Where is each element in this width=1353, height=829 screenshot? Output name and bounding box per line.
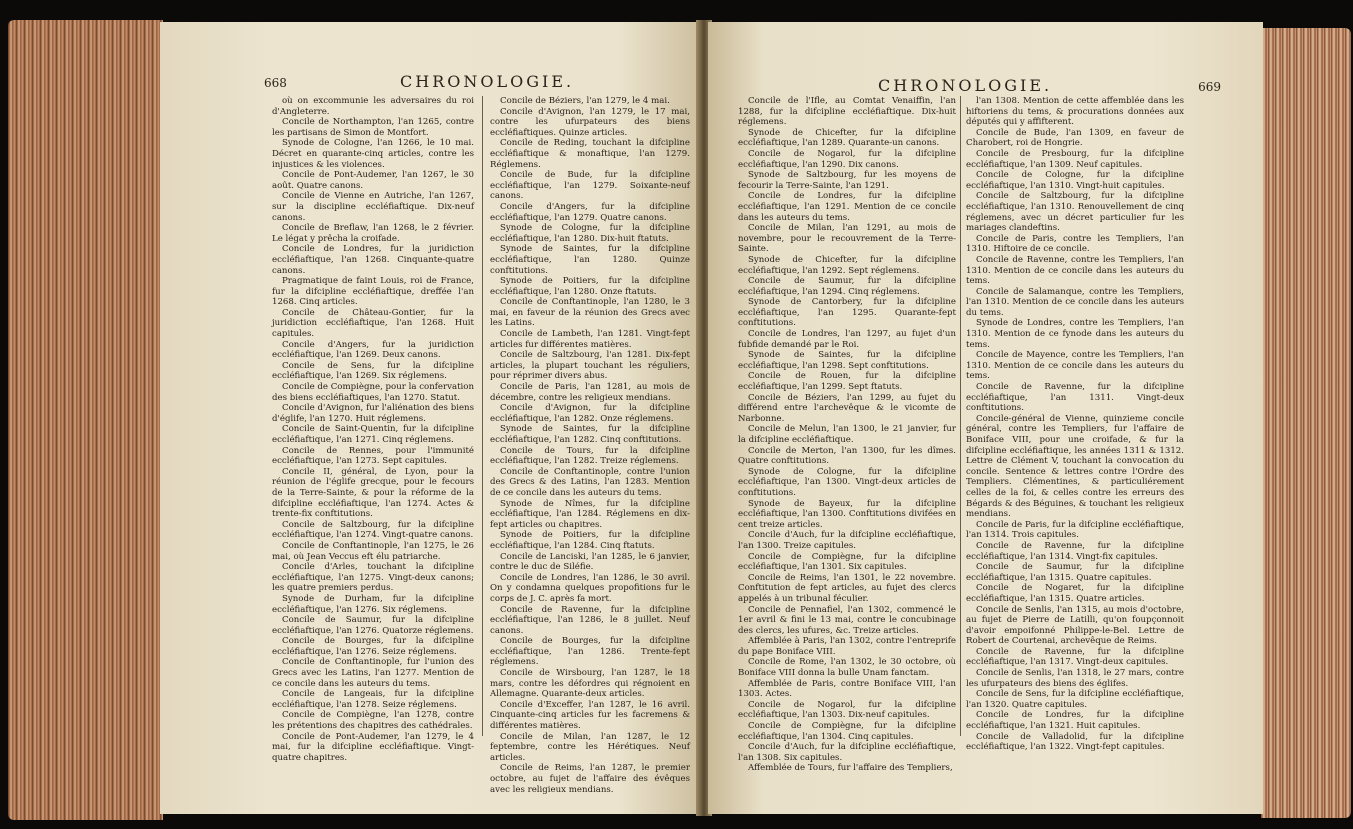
entry: Concile de Ravenne, fur la difcipline eccléfiaftique, l'an 1314. Vingt-fix capitules. bbox=[966, 540, 1184, 562]
entry: Concile de Conftantinople, contre l'union des Grecs & des Latins, l'an 1283. Mention de ce concile dans les auteurs du tems. bbox=[490, 466, 690, 498]
entry: Concile de Nogaret, fur la difcipline eccléfiaftique, l'an 1315. Quatre articles. bbox=[966, 583, 1184, 604]
entry: Concile de l'Ifle, au Comtat Venaiffin, l'an 1288, fur la difcipline eccléfiaftique. Dix-huit réglemens. bbox=[738, 96, 956, 128]
entry: Concile de Bude, l'an 1309, en faveur de Charobert, roi de Hongrie. bbox=[966, 127, 1184, 149]
entry: Concile de Reims, l'an 1301, le 22 novembre. Conftitution de fept articles, au fujet des clercs appelés à un tribunal féculier. bbox=[738, 572, 956, 604]
entry: Concile de Saltzbourg, fur la difcipline eccléfiaftique, l'an 1310. Renouvellement de cinq réglemens, avec un décret particulier fur les mariages clandeftins. bbox=[966, 191, 1184, 234]
entry: Concile d'Auch, fur la difcipline eccléfiaftique, l'an 1300. Treize capitules. bbox=[738, 530, 956, 551]
right-running-title: CHRONOLOGIE. bbox=[878, 76, 1053, 95]
entry: Synode de Cantorbery, fur la difcipline eccléfiaftique, l'an 1295. Quarante-fept conftitutions. bbox=[738, 297, 956, 329]
entry: Concile de Presbourg, fur la difcipline eccléfiaftique, l'an 1309. Neuf capitules. bbox=[966, 148, 1184, 170]
entry: Synode de Chicefter, fur la difcipline eccléfiaftique, l'an 1292. Sept réglemens. bbox=[738, 254, 956, 276]
entry: Synode de Saintes, fur la difcipline eccléfiaftique, l'an 1280. Quinze conftitutions. bbox=[490, 244, 690, 276]
entry: Concile d'Avignon, fur l'aliénation des biens d'églife, l'an 1270. Huit réglemens. bbox=[272, 403, 474, 424]
entry: Pragmatique de faint Louis, roi de France, fur la difcipline eccléfiaftique, dreffée l'an 1268. Cinq articles. bbox=[272, 276, 474, 308]
left-page bbox=[160, 22, 700, 814]
entry: Concile de Merton, l'an 1300, fur les dîmes. Quatre conftitutions. bbox=[738, 445, 956, 467]
entry: Concile de Valladolid, fur la difcipline eccléfiaftique, l'an 1322. Vingt-fept capitules. bbox=[966, 731, 1184, 753]
entry: Concile de Saumur, fur la difcipline eccléfiaftique, l'an 1276. Quatorze réglemens. bbox=[272, 615, 474, 636]
right-page bbox=[708, 22, 1263, 814]
entry: Synode de Durham, fur la difcipline eccléfiaftique, l'an 1276. Six réglemens. bbox=[272, 593, 474, 615]
entry: Concile d'Exceffer, l'an 1287, le 16 avril. Cinquante-cinq articles fur les facremens & différentes matières. bbox=[490, 699, 690, 732]
entry: Concile de Tours, fur la difcipline eccléfiaftique, l'an 1282. Treize réglemens. bbox=[490, 445, 690, 467]
left-page-number: 668 bbox=[264, 76, 287, 90]
entry: Concile de Bude, fur la difcipline eccléfiaftique, l'an 1279. Soixante-neuf canons. bbox=[490, 170, 690, 202]
entry: Concile de Langeais, fur la difcipline eccléfiaftique, l'an 1278. Seize réglemens. bbox=[272, 689, 474, 710]
entry: Concile de Compiègne, fur la difcipline eccléfiaftique, l'an 1301. Six capitules. bbox=[738, 551, 956, 573]
left-column-divider bbox=[482, 96, 483, 736]
right-page-number: 669 bbox=[1198, 80, 1221, 94]
entry: Concile de Conftantinople, fur l'union des Grecs avec les Latins, l'an 1277. Mention de ce concile dans les auteurs du tems. bbox=[272, 657, 474, 689]
entry: Concile d'Avignon, fur la difcipline eccléfiaftique, l'an 1282. Onze réglemens. bbox=[490, 403, 690, 424]
entry: Concile de Pont-Audemer, l'an 1279, le 4 mai, fur la difcipline eccléfiaftique. Vingt-quatre chapitres. bbox=[272, 731, 474, 763]
entry: Synode de Nîmes, fur la difcipline eccléfiaftique, l'an 1284. Réglemens en dix-fept articles ou chapitres. bbox=[490, 498, 690, 530]
entry: Affemblée de Tours, fur l'affaire des Templiers, bbox=[748, 763, 953, 774]
open-book bbox=[8, 6, 1351, 823]
entry: Concile de Paris, contre les Templiers, l'an 1310. Hiftoire de ce concile. bbox=[966, 233, 1184, 255]
entry: Synode de Bayeux, fur la difcipline eccléfiaftique, l'an 1300. Conftitutions divifées en cent treize articles. bbox=[738, 498, 956, 530]
entry: Synode de Chicefter, fur la difcipline eccléfiaftique, l'an 1289. Quarante-un canons. bbox=[738, 127, 956, 149]
entry: Concile de Rouen, fur la difcipline eccléfiaftique, l'an 1299. Sept ftatuts. bbox=[738, 371, 956, 393]
entry: Concile de Ravenne, fur la difcipline eccléfiaftique, l'an 1286, le 8 juillet. Neuf canons. bbox=[490, 604, 690, 636]
entry: Synode de Saltzbourg, fur les moyens de fecourir la Terre-Sainte, l'an 1291. bbox=[738, 170, 956, 191]
entry: Synode de Cologne, fur la difcipline eccléfiaftique, l'an 1280. Dix-huit ftatuts. bbox=[490, 223, 690, 244]
entry: Concile de Ravenne, contre les Templiers, l'an 1310. Mention de ce concile dans les auteurs du tems. bbox=[966, 254, 1184, 287]
entry: Concile de Conftantinople, l'an 1280, le 3 mai, en faveur de la réunion des Grecs avec les Latins. bbox=[490, 297, 690, 329]
entry: Concile de Saltzbourg, l'an 1281. Dix-fept articles, la plupart touchant les réguliers, pour réprimer divers abus. bbox=[490, 350, 690, 382]
entry: Concile de Bourges, fur la difcipline eccléfiaftique, l'an 1276. Seize réglemens. bbox=[272, 636, 474, 657]
left-page-edges bbox=[8, 20, 163, 820]
entry: Concile de Londres, fur la difcipline eccléfiaftique, l'an 1291. Mention de ce concile dans les auteurs du tems. bbox=[738, 191, 956, 223]
right-column-divider bbox=[960, 96, 961, 736]
entry: Concile de Rome, l'an 1302, le 30 octobre, où Boniface VIII donna la bulle Unam fanctam. bbox=[738, 657, 956, 679]
entry: Concile de Ravenne, fur la difcipline eccléfiaftique, l'an 1317. Vingt-deux capitules. bbox=[966, 646, 1184, 668]
entry: Concile de Vienne en Autriche, l'an 1267, sur la discipline eccléfiaftique. Dix-neuf canons. bbox=[272, 191, 474, 223]
entry: Concile de Béziers, l'an 1279, le 4 mai. bbox=[500, 96, 670, 106]
entry: Concile de Milan, l'an 1287, le 12 feptembre, contre les Hérétiques. Neuf articles. bbox=[490, 731, 690, 763]
left-running-title: CHRONOLOGIE. bbox=[400, 72, 575, 91]
entry: Concile de Londres, fur la juridiction eccléfiaftique, l'an 1268. Cinquante-quatre canons. bbox=[272, 244, 474, 276]
entry: Concile II, général, de Lyon, pour la réunion de l'églife grecque, pour le fecours de la Terre-Sainte, & pour la réforme de la difcipline eccléfiaftique, l'an 1274. Actes & trente-fix conftitutions. bbox=[272, 466, 474, 520]
entry: Concile de Lambeth, l'an 1281. Vingt-fept articles fur différentes matières. bbox=[490, 329, 690, 350]
entry: Concile de Reims, l'an 1287, le premier octobre, au fujet de l'affaire des évêques avec les religieux mendians. bbox=[490, 763, 690, 795]
entry: Concile de Nogarol, fur la difcipline eccléfiaftique, l'an 1290. Dix canons. bbox=[738, 148, 956, 170]
entry: Concile de Londres, l'an 1297, au fujet d'un fubfide demandé par le Roi. bbox=[738, 329, 956, 350]
entry: Concile d'Angers, fur la juridiction eccléfiaftique, l'an 1269. Deux canons. bbox=[272, 339, 474, 361]
right-column-1 bbox=[738, 96, 956, 774]
entry: Concile de Breflaw, l'an 1268, le 2 février. Le légat y prêcha la croifade. bbox=[272, 223, 474, 244]
entry: Concile de Londres, l'an 1286, le 30 avril. On y condamna quelques propofitions fur le corps de J. C. après fa mort. bbox=[490, 572, 690, 604]
entry: Concile de Pont-Audemer, l'an 1267, le 30 août. Quatre canons. bbox=[272, 170, 474, 191]
entry: Synode de Saintes, fur la difcipline eccléfiaftique, l'an 1298. Sept conftitutions. bbox=[738, 350, 956, 371]
entry: Concile de Paris, l'an 1281, au mois de décembre, contre les religieux mendians. bbox=[490, 382, 690, 403]
entry: Synode de Poitiers, fur la difcipline eccléfiaftique, l'an 1284. Cinq ftatuts. bbox=[490, 530, 690, 551]
entry: Concile de Northampton, l'an 1265, contre les partisans de Simon de Montfort. bbox=[272, 117, 474, 138]
entry: Concile de Milan, l'an 1291, au mois de novembre, pour le recouvrement de la Terre-Sainte. bbox=[738, 223, 956, 255]
entry: Concile de Pennafiel, l'an 1302, commencé le 1er avril & fini le 13 mai, contre le concubinage des clercs, les ufures, &c. Treize articles. bbox=[738, 604, 956, 636]
entry: Concile de Salamanque, contre les Templiers, l'an 1310. Mention de ce concile dans les auteurs du tems. bbox=[966, 286, 1184, 318]
entry: Concile de Bourges, fur la difcipline eccléfiaftique, l'an 1286. Trente-fept réglemens. bbox=[490, 636, 690, 668]
entry: Concile de Cologne, fur la difcipline eccléfiaftique, l'an 1310. Vingt-huit capitules. bbox=[966, 170, 1184, 191]
entry: Concile de Saumur, fur la difcipline eccléfiaftique, l'an 1315. Quatre capitules. bbox=[966, 562, 1184, 583]
entry: Concile d'Arles, touchant la difcipline eccléfiaftique, l'an 1275. Vingt-deux canons; les quatre premiers perdus. bbox=[272, 562, 474, 594]
entry: Concile de Melun, l'an 1300, le 21 janvier, fur la difcipline eccléfiaftique. bbox=[738, 424, 956, 445]
entry: Affemblée de Paris, contre Boniface VIII, l'an 1303. Actes. bbox=[738, 678, 956, 700]
right-page-edges bbox=[1261, 28, 1351, 818]
left-column-1 bbox=[272, 96, 474, 763]
entry: Concile de Senlis, l'an 1315, au mois d'octobre, au fujet de Pierre de Latilli, qu'on foupçonnoit d'avoir empoifonné Philippe-le-Bel. Lettre de Robert de Courtenai, archevêque de Reims. bbox=[966, 604, 1184, 647]
entry: Concile de Compiègne, pour la confervation des biens eccléfiaftiques, l'an 1270. Statut. bbox=[272, 382, 474, 403]
entry: Concile d'Auch, fur la difcipline eccléfiaftique, l'an 1308. Six capitules. bbox=[738, 742, 956, 763]
entry: Concile de Reding, touchant la difcipline eccléfiaftique & monaftique, l'an 1279. Réglemens. bbox=[490, 138, 690, 170]
entry: Concile de Château-Gontier, fur la juridiction eccléfiaftique, l'an 1268. Huit capitules. bbox=[272, 307, 474, 340]
entry: Concile de Mayence, contre les Templiers, l'an 1310. Mention de ce concile dans les auteurs du tems. bbox=[966, 350, 1184, 382]
entry: Concile de Saint-Quentin, fur la difcipline eccléfiaftique, l'an 1271. Cinq réglemens. bbox=[272, 424, 474, 445]
entry: Concile de Saltzbourg, fur la difcipline eccléfiaftique, l'an 1274. Vingt-quatre canons. bbox=[272, 519, 474, 541]
entry: l'an 1308. Mention de cette affemblée dans les hiftoriens du tems, & procurations données aux députés qui y affifterent. bbox=[966, 96, 1184, 128]
entry: Concile de Ravenne, fur la difcipline eccléfiaftique, l'an 1311. Vingt-deux conftitutions. bbox=[966, 382, 1184, 414]
entry: Concile de Rennes, pour l'immunité eccléfiaftique, l'an 1273. Sept capitules. bbox=[272, 445, 474, 467]
entry: Concile de Conftantinople, l'an 1275, le 26 mai, où Jean Veccus eft élu patriarche. bbox=[272, 540, 474, 562]
entry: où on excommunie les adversaires du roi d'Angleterre. bbox=[272, 96, 474, 117]
entry: Synode de Cologne, l'an 1266, le 10 mai. Décret en quarante-cinq articles, contre les injustices & les violences. bbox=[272, 138, 474, 170]
entry: Synode de Londres, contre les Templiers, l'an 1310. Mention de ce fynode dans les auteurs du tems. bbox=[966, 318, 1184, 350]
entry: Concile de Nogarol, fur la difcipline eccléfiaftique, l'an 1303. Dix-neuf capitules. bbox=[738, 699, 956, 721]
entry: Concile de Paris, fur la difcipline eccléfiaftique, l'an 1314. Trois capitules. bbox=[966, 519, 1184, 541]
entry: Concile de Lanciski, l'an 1285, le 6 janvier, contre le duc de Siléfie. bbox=[490, 551, 690, 573]
entry: Concile d'Avignon, l'an 1279, le 17 mai, contre les ufurpateurs des biens eccléfiaftiques. Quinze articles. bbox=[490, 106, 690, 138]
entry: Concile de Senlis, l'an 1318, le 27 mars, contre les ufurpateurs des biens des églifes. bbox=[966, 668, 1184, 689]
entry: Concile de Sens, fur la difcipline eccléfiaftique, l'an 1269. Six réglemens. bbox=[272, 360, 474, 382]
entry: Synode de Cologne, fur la difcipline eccléfiaftique, l'an 1300. Vingt-deux articles de conftitutions. bbox=[738, 466, 956, 498]
left-column-2 bbox=[490, 96, 690, 795]
entry: Synode de Poitiers, fur la difcipline eccléfiaftique, l'an 1280. Onze ftatuts. bbox=[490, 276, 690, 297]
entry: Synode de Saintes, fur la difcipline eccléfiaftique, l'an 1282. Cinq conftitutions. bbox=[490, 424, 690, 445]
entry: Affemblée à Paris, l'an 1302, contre l'entreprife du pape Boniface VIII. bbox=[738, 636, 956, 657]
entry: Concile de Wirsbourg, l'an 1287, le 18 mars, contre les défordres qui régnoient en Allemagne. Quarante-deux articles. bbox=[490, 668, 690, 700]
right-column-2 bbox=[966, 96, 1184, 753]
entry: Concile d'Angers, fur la difcipline eccléfiaftique, l'an 1279. Quatre canons. bbox=[490, 201, 690, 223]
entry: Concile de Béziers, l'an 1299, au fujet du différend entre l'archevêque & le vicomte de Narbonne. bbox=[738, 392, 956, 424]
entry: Concile de Londres, fur la difcipline eccléfiaftique, l'an 1321. Huit capitules. bbox=[966, 710, 1184, 732]
entry: Concile-général de Vienne, quinzieme concile général, contre les Templiers, fur l'affaire de Boniface VIII, pour une croifade, & fur la difcipline eccléfiaftique, les années 1311 & 1312. Lettre de Clément V, touchant la convocation du concile. Sentence & lettres contre l'Ordre des Templiers. Clémentines, & particuliérement celles de la foi, & celles contre les erreurs des Bégards & des Béguines, & touchant les religieux mendians. bbox=[966, 413, 1184, 520]
entry: Concile de Sens, fur la difcipline eccléfiaftique, l'an 1320. Quatre capitules. bbox=[966, 689, 1184, 710]
entry: Concile de Compiègne, fur la difcipline eccléfiaftique, l'an 1304. Cinq capitules. bbox=[738, 721, 956, 742]
entry: Concile de Saumur, fur la difcipline eccléfiaftique, l'an 1294. Cinq réglemens. bbox=[738, 276, 956, 297]
entry: Concile de Compiègne, l'an 1278, contre les prétentions des chapitres des cathédrales. bbox=[272, 710, 474, 732]
